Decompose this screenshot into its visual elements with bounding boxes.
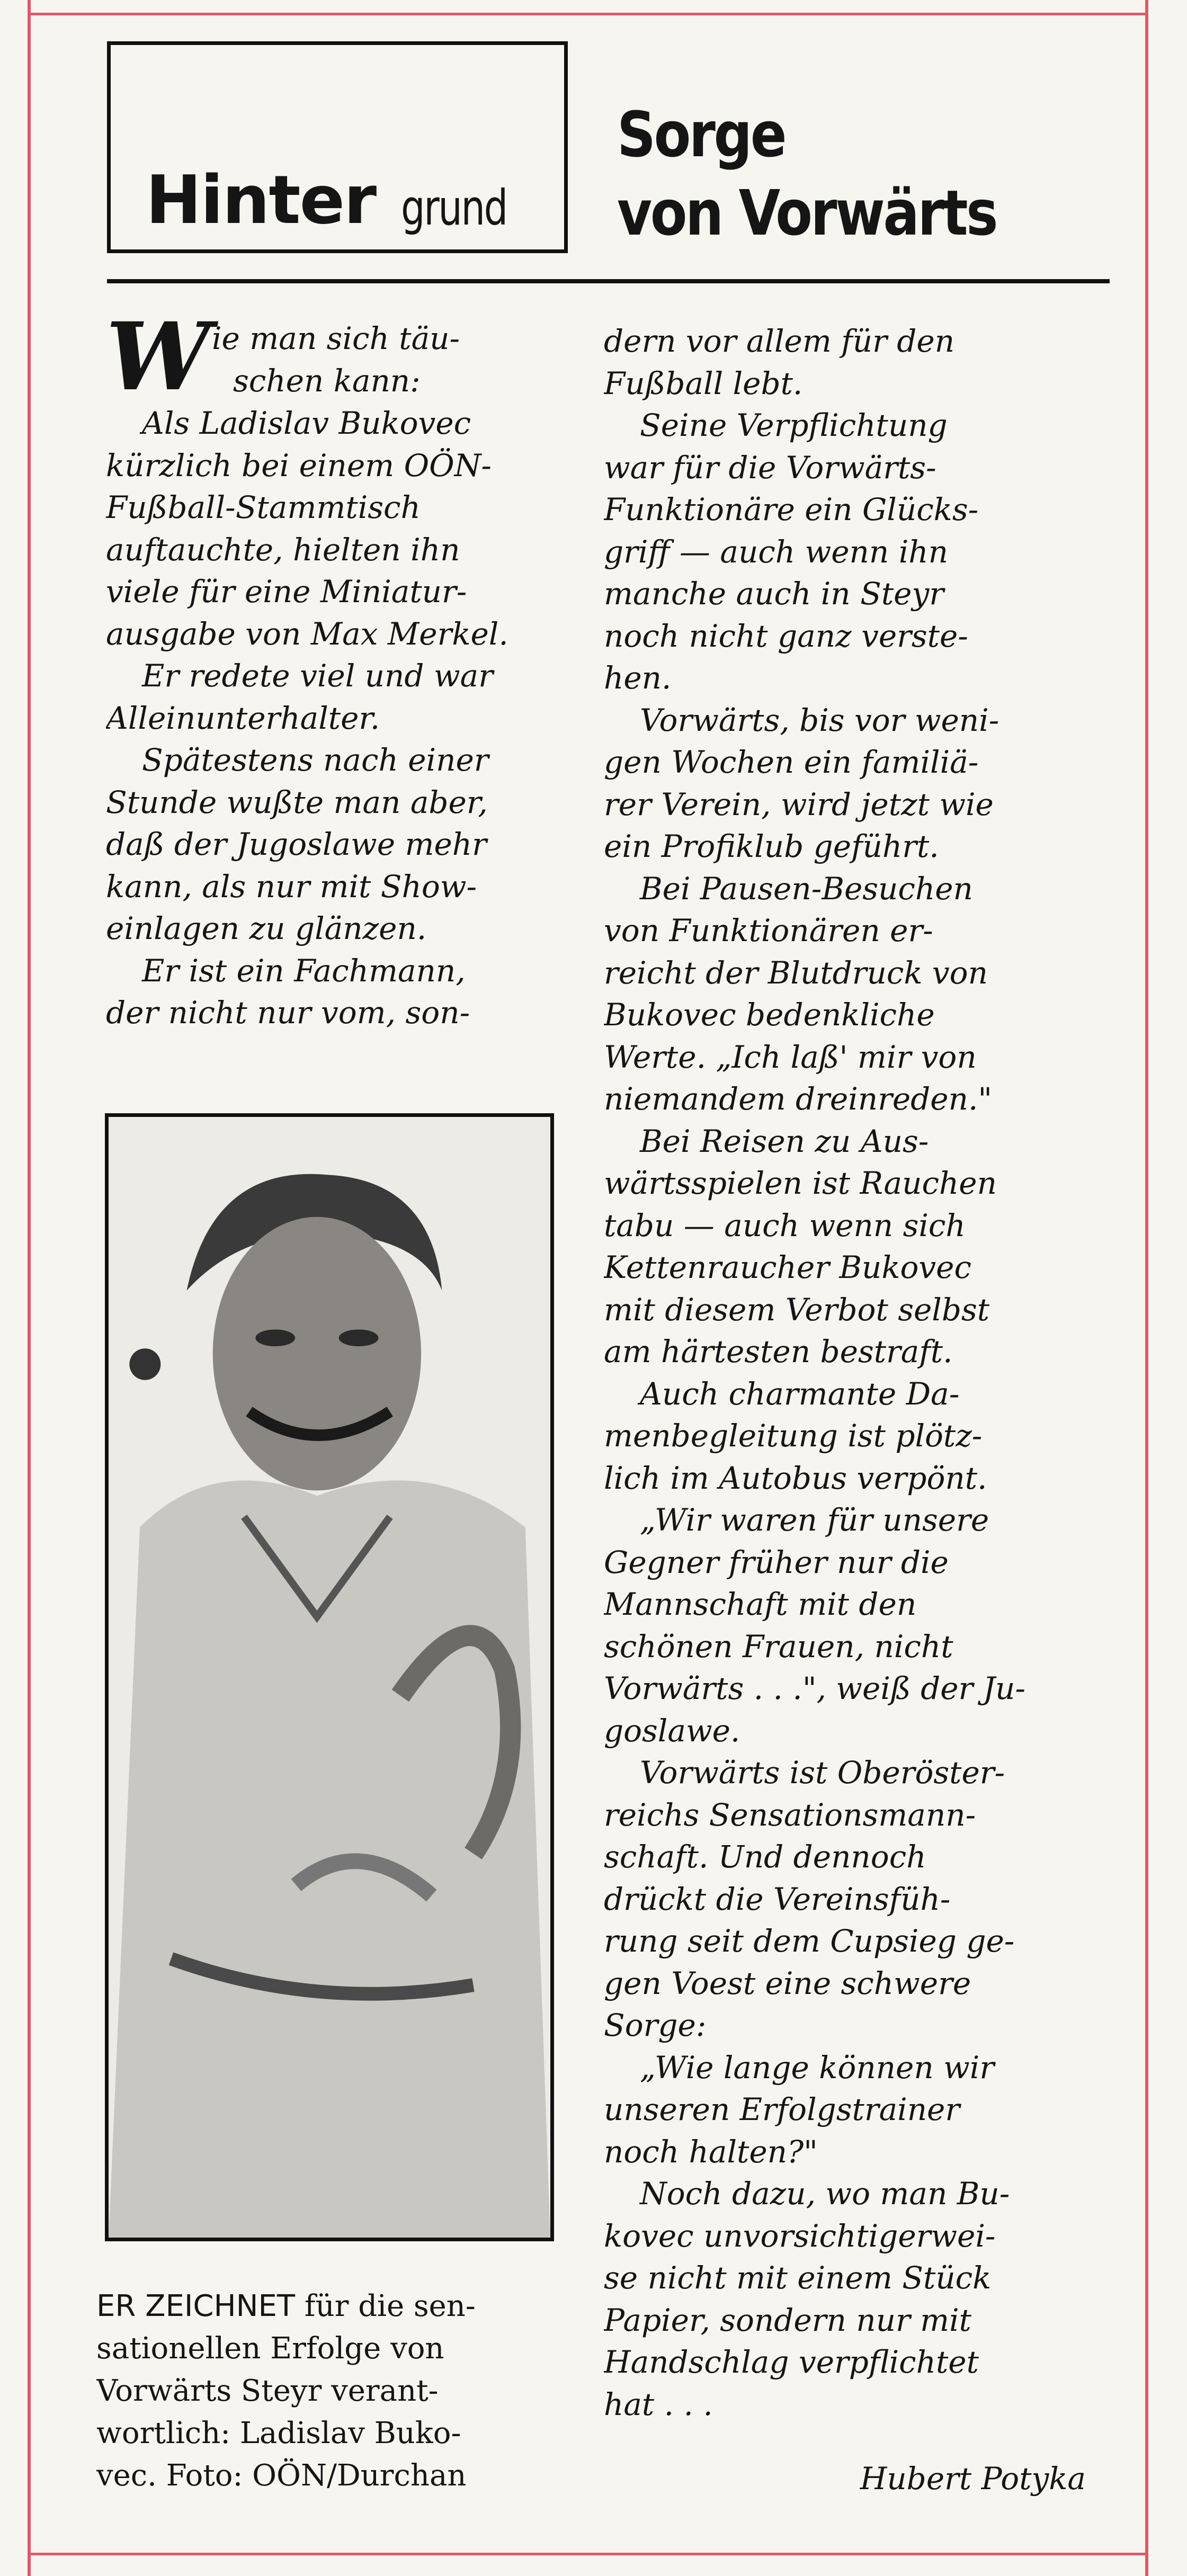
text-line: Er redete viel und war [142, 658, 493, 694]
text-line: Stunde wußte man aber, [106, 784, 488, 820]
text-line: schaft. Und dennoch [604, 1839, 926, 1875]
text-line: se nicht mit einem Stück [604, 2260, 992, 2296]
text-line: griff — auch wenn ihn [604, 533, 948, 570]
caption-line [96, 2285, 557, 2328]
text-line: Handschlag verpflichtet [604, 2344, 979, 2380]
clipping-border-left [28, 0, 31, 2576]
rubric-box [107, 41, 568, 253]
portrait-photo [105, 1113, 554, 2241]
text-line: gen Wochen ein familiä- [604, 744, 979, 780]
text-line: reicht der Blutdruck von [604, 954, 988, 991]
text-line: Alleinunterhalter. [106, 700, 380, 736]
photo-caption [96, 2285, 557, 2497]
text-line: Vorwärts . . .", weiß der Ju- [604, 1670, 1025, 1706]
text-line: am härtesten bestraft. [604, 1334, 953, 1370]
rubric-light: grund [401, 180, 507, 236]
text-line: Vorwärts ist Oberöster- [640, 1755, 1005, 1791]
caption-lead: ER ZEICHNET [96, 2289, 296, 2323]
caption-line: Vorwärts Steyr verant- [96, 2374, 439, 2408]
text-line: gen Voest eine schwere [604, 1965, 971, 2001]
text-line: schönen Frauen, nicht [604, 1628, 953, 1665]
text-line: manche auch in Steyr [604, 576, 944, 612]
text-line: lich im Autobus verpönt. [604, 1460, 987, 1496]
text-line: hat . . . [604, 2386, 713, 2422]
text-line: Gegner früher nur die [604, 1544, 949, 1580]
text-line: der nicht nur vom, son- [106, 995, 470, 1031]
text-line: Fußball lebt. [604, 365, 803, 401]
text-line: tabu — auch wenn sich [604, 1207, 966, 1244]
text-line: war für die Vorwärts- [604, 449, 936, 486]
text-line: unseren Erfolgstrainer [604, 2091, 960, 2127]
text-line: „Wie lange können wir [640, 2049, 995, 2086]
right-column [604, 320, 1091, 2426]
text-line: kann, als nur mit Show- [106, 868, 477, 905]
text-line: Vorwärts, bis vor weni- [640, 702, 999, 738]
text-line: daß der Jugoslawe mehr [106, 826, 487, 862]
text-line: dern vor allem für den [604, 323, 955, 359]
text-line: kürzlich bei einem OÖN- [106, 447, 492, 484]
text-line: reichs Sensationsmann- [604, 1796, 976, 1833]
text-line: Noch dazu, wo man Bu- [640, 2176, 1010, 2212]
text-line: niemandem dreinreden." [604, 1081, 993, 1117]
text-line: Fußball-Stammtisch [106, 489, 421, 525]
left-column-lines [106, 402, 572, 1034]
text-line: „Wir waren für unsere [640, 1502, 989, 1538]
headline-line-2: von Vorwärts [617, 176, 997, 249]
clipping-border-right [1145, 0, 1148, 2576]
rubric-strong: Hinter [146, 161, 376, 239]
clipping-border-bottom [28, 2553, 1148, 2555]
text-line: hen. [604, 660, 672, 696]
text-line: Spätestens nach einer [142, 742, 489, 778]
author-byline: Hubert Potyka [860, 2461, 1086, 2497]
header-rule [107, 279, 1110, 283]
text-line: von Funktionären er- [604, 913, 933, 949]
text-line: Papier, sondern nur mit [604, 2302, 971, 2338]
text-line: Als Ladislav Bukovec [142, 405, 471, 441]
caption-line: vec. Foto: OÖN/Durchan [96, 2458, 467, 2493]
text-line: ie man sich täu- [212, 320, 460, 356]
dropcap-block [106, 302, 572, 412]
text-line: Sorge: [604, 2007, 707, 2043]
text-line: menbegleitung ist plötz- [604, 1418, 983, 1454]
text-line: viele für eine Miniatur- [106, 574, 467, 610]
text-line: noch nicht ganz verste- [604, 618, 968, 654]
text-line: Seine Verpflichtung [640, 407, 948, 443]
text-line: noch halten?" [604, 2133, 818, 2170]
caption-line: sationellen Erfolge von [96, 2331, 444, 2366]
text-line: wärtsspielen ist Rauchen [604, 1165, 997, 1201]
headline-line-1: Sorge [617, 98, 786, 171]
text-line: Kettenraucher Bukovec [604, 1249, 971, 1285]
dropcap-text [212, 318, 572, 402]
caption-line: wortlich: Ladislav Buko- [96, 2416, 461, 2450]
text-line: Mannschaft mit den [604, 1586, 917, 1622]
text-line: auftauchte, hielten ihn [106, 531, 460, 568]
text-line: Bei Reisen zu Aus- [640, 1123, 929, 1159]
text-line: goslawe. [604, 1712, 740, 1749]
text-line: Er ist ein Fachmann, [142, 952, 466, 989]
caption-text: für die sen- [295, 2289, 476, 2323]
text-line: rer Verein, wird jetzt wie [604, 786, 994, 822]
text-line: Bei Pausen-Besuchen [640, 870, 973, 907]
text-line: kovec unvorsichtigerwei- [604, 2217, 996, 2254]
left-column [106, 302, 572, 1034]
text-line: einlagen zu glänzen. [106, 910, 427, 946]
text-line: ausgabe von Max Merkel. [106, 615, 508, 652]
text-line: schen kann: [233, 362, 421, 399]
text-line: ein Profiklub geführt. [604, 828, 939, 864]
text-line: Bukovec bedenkliche [604, 997, 935, 1033]
text-line: mit diesem Verbot selbst [604, 1291, 990, 1328]
clipping-border-top [28, 13, 1148, 15]
text-line: Werte. „Ich laß' mir von [604, 1039, 977, 1075]
dropcap: W [106, 302, 211, 412]
portrait-illustration [109, 1117, 550, 2238]
text-line: Auch charmante Da- [640, 1375, 960, 1412]
text-line: rung seit dem Cupsieg ge- [604, 1923, 1015, 1959]
text-line: Funktionäre ein Glücks- [604, 491, 979, 527]
text-line: drückt die Vereinsfüh- [604, 1881, 951, 1917]
headline [617, 95, 1027, 252]
